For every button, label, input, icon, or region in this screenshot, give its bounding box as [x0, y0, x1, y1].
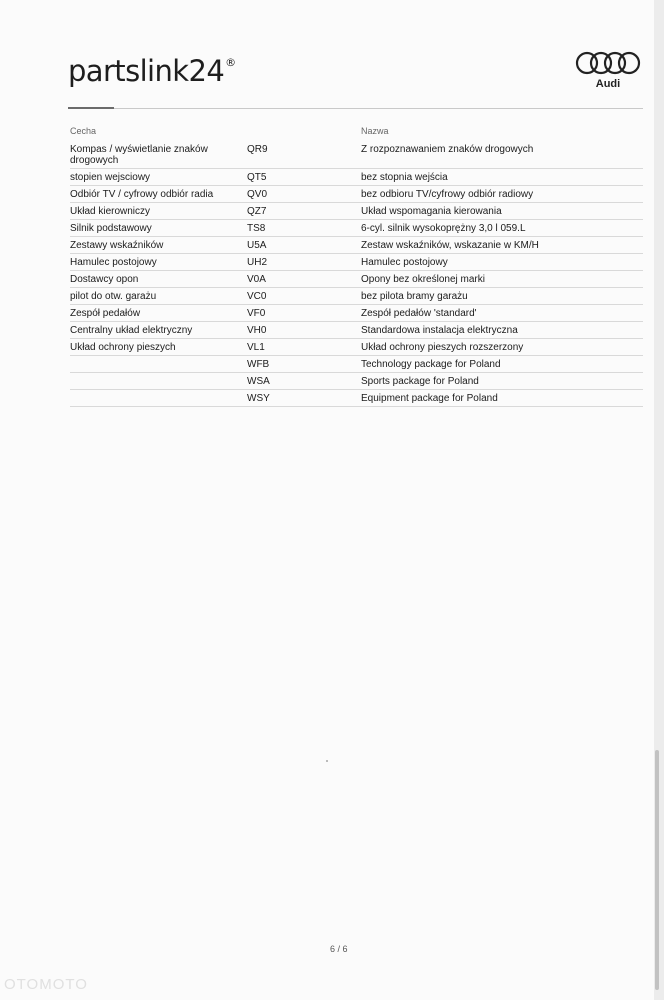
feature-cell: Kompas / wyświetlanie znaków drogowych: [70, 144, 208, 166]
scan-speck: [326, 760, 328, 762]
audi-logo: [575, 50, 643, 95]
table-row: [70, 141, 643, 169]
table-row: [70, 305, 643, 322]
column-header-feature: Cecha: [70, 126, 97, 136]
name-cell: Układ ochrony pieszych rozszerzony: [361, 342, 524, 353]
table-row: [70, 220, 643, 237]
brand-label: Audi: [595, 78, 621, 90]
code-cell: TS8: [247, 223, 266, 234]
name-cell: bez pilota bramy garażu: [361, 291, 468, 302]
name-cell: bez stopnia wejścia: [361, 172, 448, 183]
table-row: [70, 169, 643, 186]
equipment-table: [70, 141, 643, 407]
code-cell: V0A: [247, 274, 266, 285]
table-row: [70, 237, 643, 254]
table-row: [70, 373, 643, 390]
code-cell: U5A: [247, 240, 267, 251]
name-cell: 6-cyl. silnik wysokoprężny 3,0 l 059.L: [361, 223, 526, 234]
code-cell: QR9: [247, 144, 268, 155]
code-cell: VH0: [247, 325, 267, 336]
watermark: OTOMOTO: [4, 976, 88, 993]
name-cell: Układ wspomagania kierowania: [361, 206, 502, 217]
feature-cell: Dostawcy opon: [70, 274, 139, 285]
feature-cell: Hamulec postojowy: [70, 257, 157, 268]
partslink24-logo: [68, 54, 236, 88]
feature-cell: Silnik podstawowy: [70, 223, 152, 234]
feature-cell: Układ ochrony pieszych: [70, 342, 176, 353]
code-cell: WFB: [247, 359, 270, 370]
code-cell: UH2: [247, 257, 268, 268]
feature-cell: Zestawy wskaźników: [70, 240, 164, 251]
scrollbar[interactable]: [655, 750, 659, 990]
table-row: [70, 254, 643, 271]
column-header-name: Nazwa: [361, 126, 389, 136]
feature-cell: Centralny układ elektryczny: [70, 325, 193, 336]
name-cell: Technology package for Poland: [361, 359, 501, 370]
name-cell: Standardowa instalacja elektryczna: [361, 325, 518, 336]
feature-cell: Zespół pedałów: [70, 308, 141, 319]
code-cell: VC0: [247, 291, 267, 302]
code-cell: QT5: [247, 172, 267, 183]
header-divider: [68, 108, 643, 109]
name-cell: Opony bez określonej marki: [361, 274, 485, 285]
code-cell: VF0: [247, 308, 266, 319]
code-cell: WSA: [247, 376, 270, 387]
table-row: [70, 186, 643, 203]
name-cell: Sports package for Poland: [361, 376, 479, 387]
name-cell: Hamulec postojowy: [361, 257, 448, 268]
name-cell: Equipment package for Poland: [361, 393, 498, 404]
name-cell: Zespół pedałów 'standard': [361, 308, 477, 319]
name-cell: Z rozpoznawaniem znaków drogowych: [361, 144, 534, 155]
code-cell: VL1: [247, 342, 265, 353]
feature-cell: Układ kierowniczy: [70, 206, 151, 217]
page-number: 6 / 6: [330, 944, 348, 954]
table-row: [70, 203, 643, 220]
table-row: [70, 288, 643, 305]
code-cell: WSY: [247, 393, 270, 404]
table-row: [70, 322, 643, 339]
table-row: [70, 271, 643, 288]
name-cell: Zestaw wskaźników, wskazanie w KM/H: [361, 240, 539, 251]
code-cell: QZ7: [247, 206, 267, 217]
code-cell: QV0: [247, 189, 268, 200]
header-divider-accent: [68, 107, 114, 109]
feature-cell: stopien wejsciowy: [70, 172, 151, 183]
table-row: [70, 356, 643, 373]
feature-cell: Odbiór TV / cyfrowy odbiór radia: [70, 189, 214, 200]
audi-rings-icon: [575, 50, 643, 76]
registered-mark: ®: [225, 56, 236, 69]
feature-cell: pilot do otw. garażu: [70, 291, 157, 302]
table-row: [70, 339, 643, 356]
table-row: [70, 390, 643, 407]
logo-text: partslink24: [68, 54, 225, 88]
name-cell: bez odbioru TV/cyfrowy odbiór radiowy: [361, 189, 534, 200]
